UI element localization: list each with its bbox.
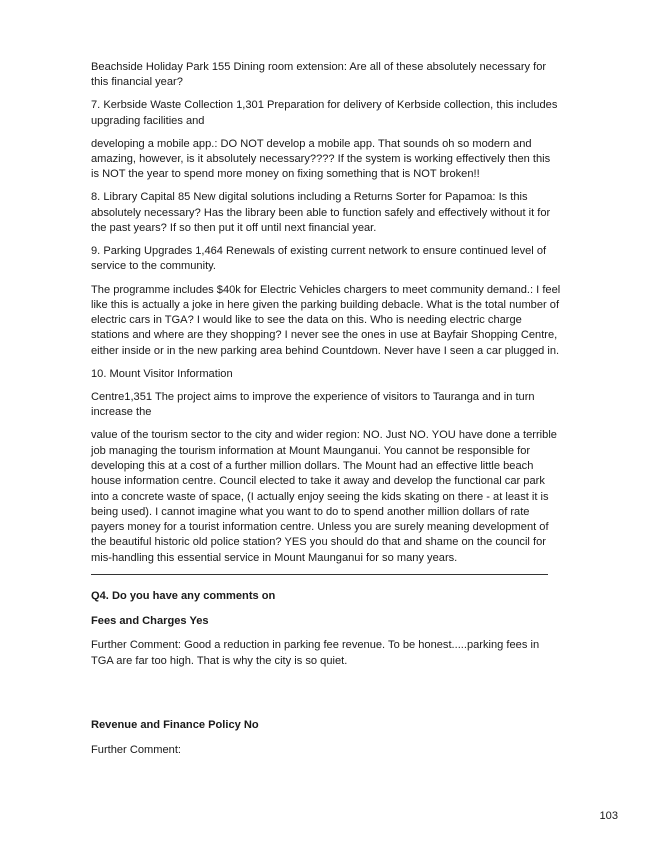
document-body [91,60,561,766]
paragraph-centre: Centre1,351 The project aims to improve the experience of visitors to Tauranga and in turn increase the [91,390,535,419]
fees-heading: Fees and Charges Yes [91,614,209,627]
question-heading: Q4. Do you have any comments on [91,589,276,602]
paragraph-mount-visitor: 10. Mount Visitor Information [91,367,233,380]
revenue-comment: Further Comment: [91,743,182,756]
paragraph-library: 8. Library Capital 85 New digital solutions including a Returns Sorter for Papamoa: Is this absolutely necessary? Has the library been able to function safely and effectively without it for the past years? If so then put it off until next financial year. [91,191,551,235]
section-divider [91,574,548,575]
paragraph-ev-chargers: The programme includes $40k for Electric Vehicles chargers to meet community demand.: I feel like this is actually a joke in here given the parking building debacle. What is the total number of electric cars in TGA? I would like to see the data on this. Who is needing electric charge stations and where are they shopping? I never see the ones in use at Bayfair Shopping Centre, either inside or in the new parking area behind Countdown. Never have I seen a car plugged in. [91,283,561,357]
paragraph-parking: 9. Parking Upgrades 1,464 Renewals of existing current network to ensure continued level of service to the community. [91,245,547,273]
spacer [91,677,561,718]
paragraph-beachside: Beachside Holiday Park 155 Dining room extension: Are all of these absolutely necessary for this financial year? [91,61,547,89]
paragraph-tourism: value of the tourism sector to the city and wider region: NO. Just NO. YOU have done a terrible job managing the tourism information at Mount Maunganui. You cannot be responsible for developing this at a cost of a further million dollars. The Mount had an effective little beach house information centre. Council elected to take it away and develop the functional car park into a concrete waste of space, (I actually enjoy seeing the kids skating on there - at least it is being used). I cannot imagine what you want to do to spend another million dollars of rate payers money for a tourist information centre. Unless you are surely meaning development of the beautiful historic old police station? YES you should do that and shame on the council for mis-handling this essential service in Mount Maunganui for so many years. [91,429,557,564]
paragraph-kerbside: 7. Kerbside Waste Collection 1,301 Preparation for delivery of Kerbside collection, this includes upgrading facilities and [91,99,558,127]
revenue-heading: Revenue and Finance Policy No [91,718,259,731]
fees-comment: Further Comment: Good a reduction in parking fee revenue. To be honest.....parking fees in TGA are far too high. That is why the city is so quiet. [91,639,540,667]
paragraph-mobile-app: developing a mobile app.: DO NOT develop a mobile app. That sounds oh so modern and amazing, however, is it absolutely necessary???? If the system is working effectively then this is NOT the year to spend more money on fixing something that is NOT broken!! [91,137,551,181]
page-number: 103 [599,810,618,822]
